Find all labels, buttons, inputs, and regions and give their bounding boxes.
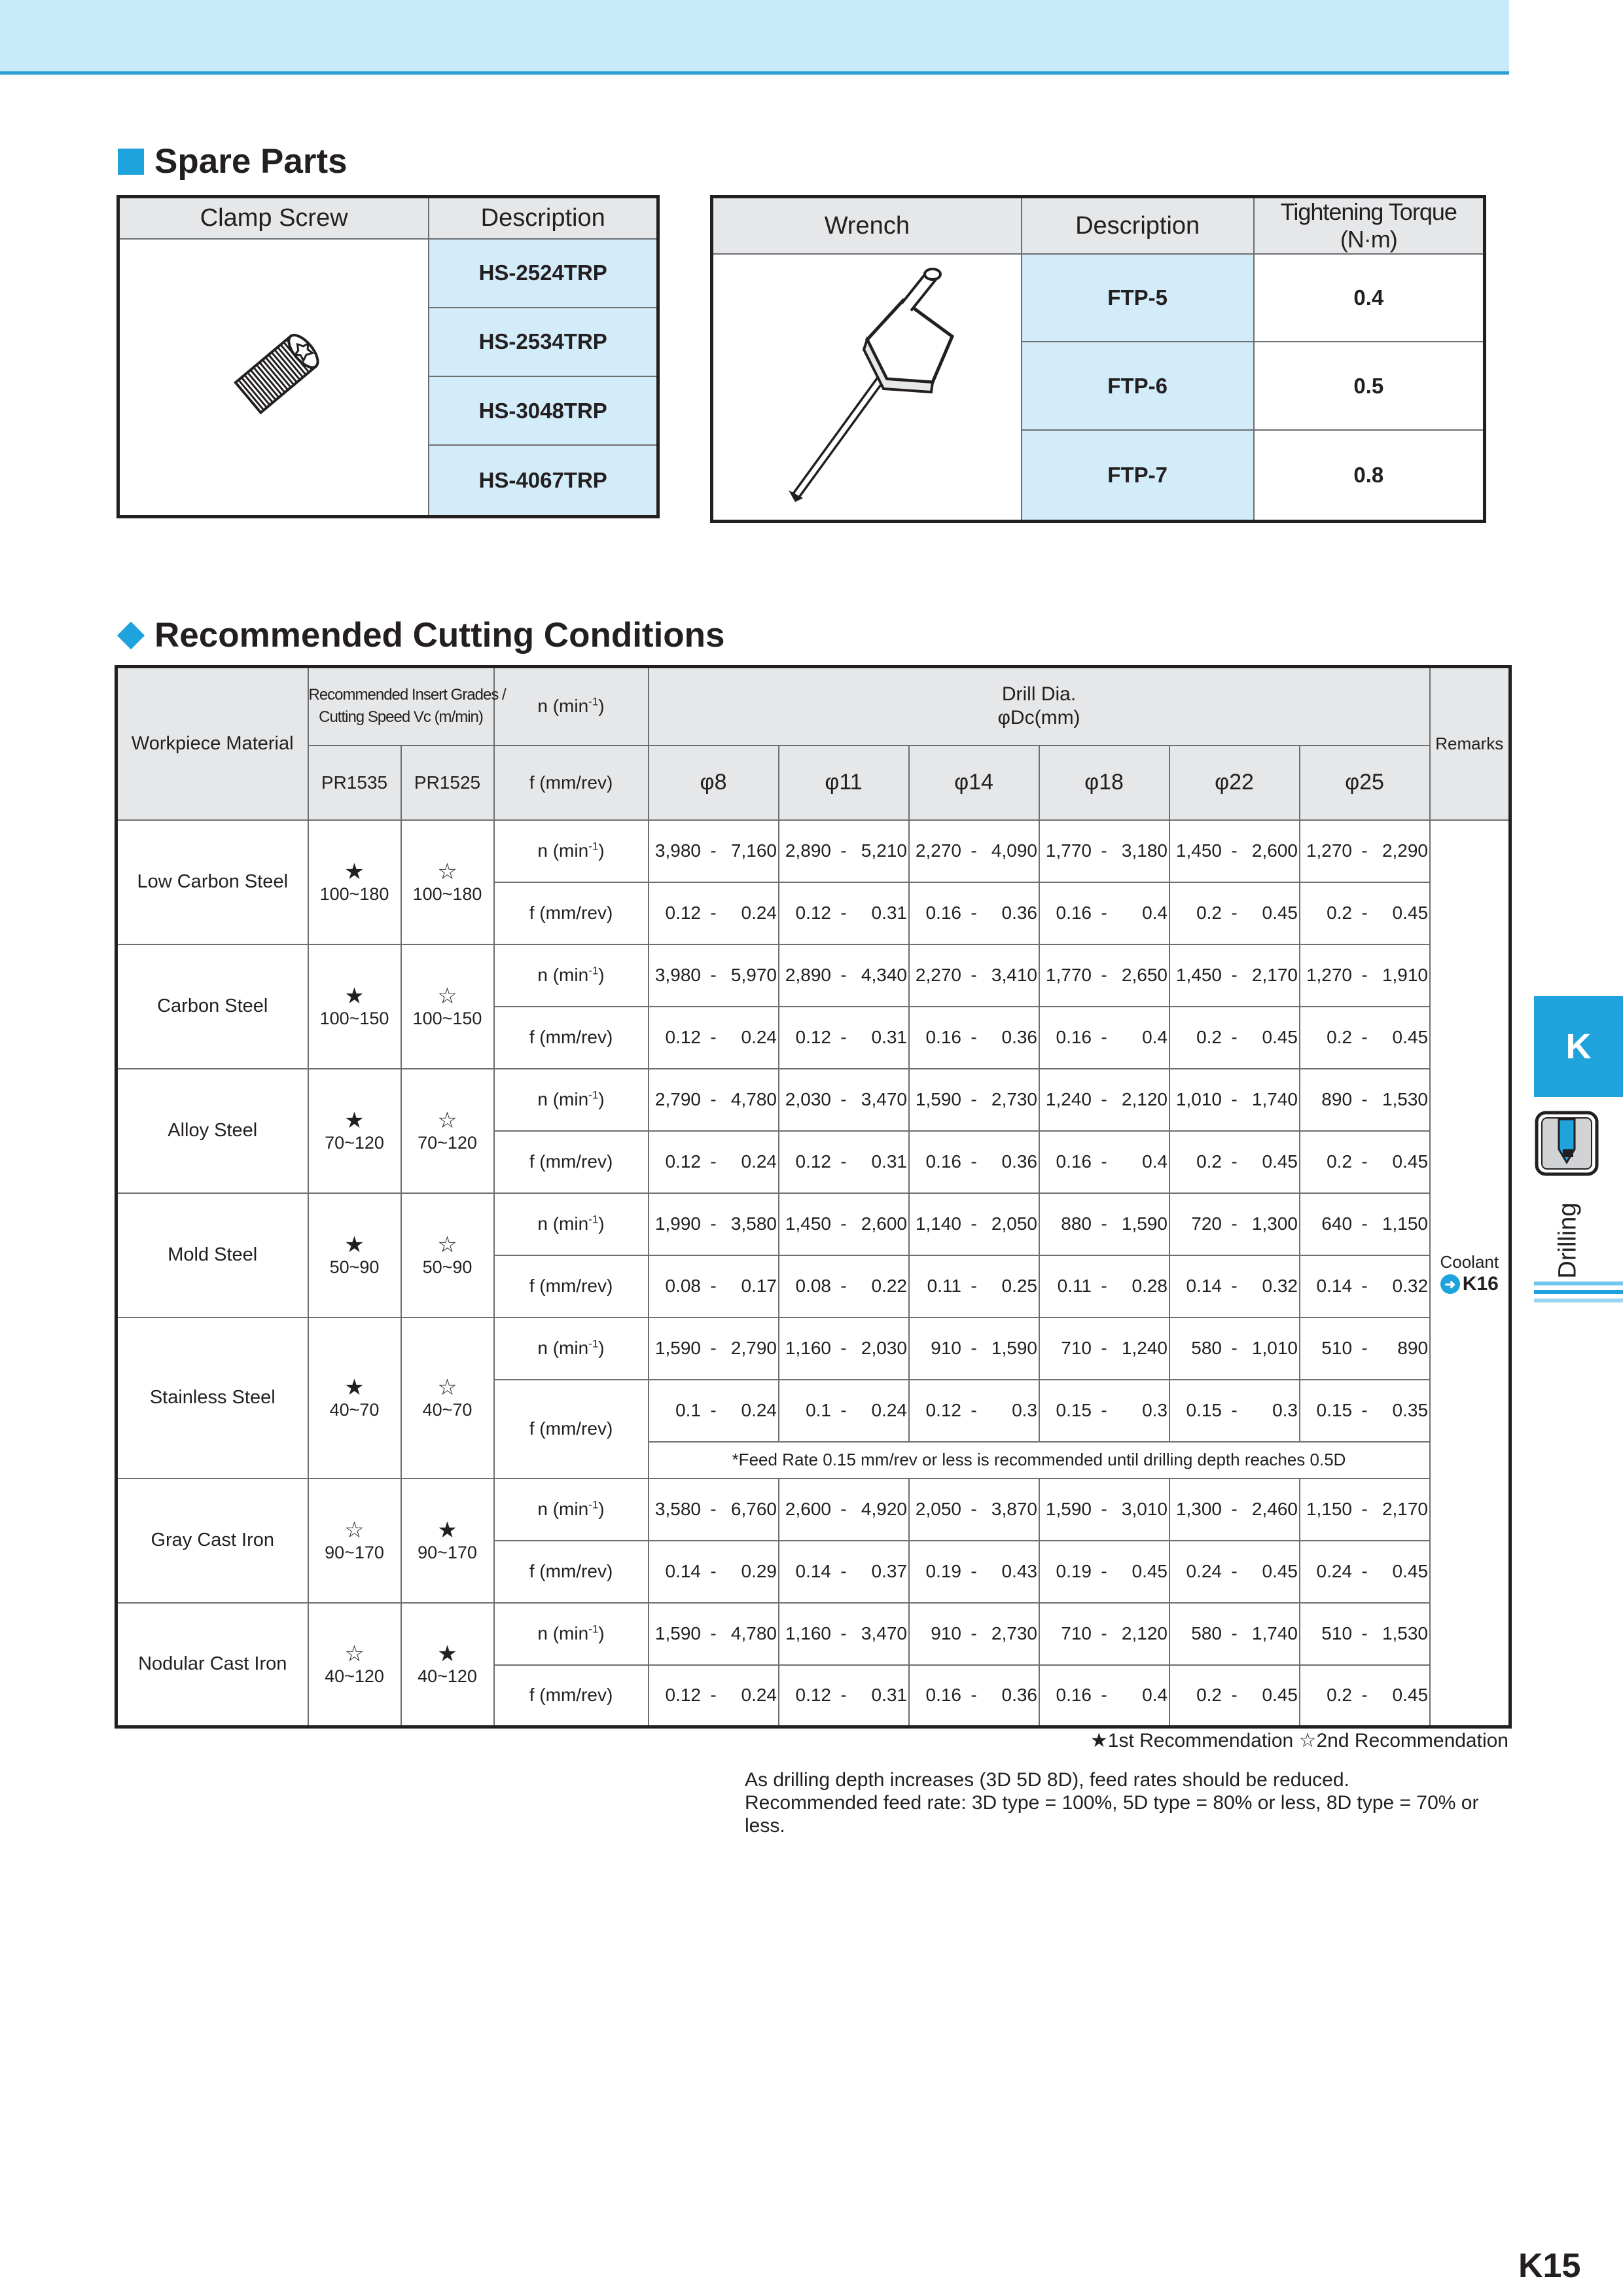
rpm-range: 3,980 - 5,970 xyxy=(649,944,779,1007)
n-label: n $(\min^{-1})$ xyxy=(494,944,649,1007)
rpm-range: 1,270 - 1,910 xyxy=(1300,944,1430,1007)
material-name: Low Carbon Steel xyxy=(116,820,308,944)
cutting-conditions-table xyxy=(115,665,1512,1729)
grade-cell-1 xyxy=(308,1603,401,1727)
rpm-range: 1,590 - 3,010 xyxy=(1039,1479,1169,1541)
grade-cell-1 xyxy=(308,1318,401,1479)
rpm-range: 2,050 - 3,870 xyxy=(909,1479,1039,1541)
feed-range: 0.2 - 0.45 xyxy=(1169,1131,1300,1193)
cutting-speed: 40~120 xyxy=(325,1666,384,1686)
rpm-range: 510 - 1,530 xyxy=(1300,1603,1430,1665)
outline-star-icon: ☆ xyxy=(437,1232,457,1257)
wrench-part-2: FTP-6 xyxy=(1022,342,1254,429)
grade-cell-2 xyxy=(401,944,494,1069)
drill-dia-header xyxy=(649,667,1430,745)
clamp-screw-image xyxy=(209,310,340,441)
section-tab-k[interactable]: K xyxy=(1534,996,1623,1097)
rpm-range: 1,010 - 1,740 xyxy=(1169,1069,1300,1131)
square-bullet-icon xyxy=(118,149,144,175)
feed-range: 0.24 - 0.45 xyxy=(1169,1541,1300,1603)
clamp-desc-header: Description xyxy=(429,197,658,239)
rpm-range: 1,590 - 2,790 xyxy=(649,1318,779,1380)
feed-range: 0.2 - 0.45 xyxy=(1300,1007,1430,1069)
feed-range: 0.15 - 0.35 xyxy=(1300,1380,1430,1442)
feed-range: 0.14 - 0.37 xyxy=(779,1541,909,1603)
n-label: n $(\min^{-1})$ xyxy=(494,1069,649,1131)
feed-range: 0.16 - 0.36 xyxy=(909,1007,1039,1069)
drill-icon xyxy=(1534,1110,1599,1177)
footnote-2: Recommended feed rate: 3D type = 100%, 5D type = 80% or less, 8D type = 70% or less. xyxy=(745,1792,1479,1837)
cutting-speed: 50~90 xyxy=(329,1257,380,1277)
feed-range: 0.12 - 0.24 xyxy=(649,1665,779,1727)
clamp-screw-image-cell xyxy=(118,239,429,517)
rpm-range: 2,600 - 4,920 xyxy=(779,1479,909,1541)
feed-range: 0.12 - 0.31 xyxy=(779,1007,909,1069)
grade-cell-2 xyxy=(401,1479,494,1603)
rpm-range: 910 - 1,590 xyxy=(909,1318,1039,1380)
rpm-range: 1,140 - 2,050 xyxy=(909,1193,1039,1255)
footnote-1: As drilling depth increases (3D 5D 8D), feed rates should be reduced. xyxy=(745,1769,1349,1791)
outline-star-icon: ☆ xyxy=(437,1374,457,1400)
n-label: n $(\min^{-1})$ xyxy=(494,1193,649,1255)
wrench-desc-header: Description xyxy=(1022,197,1254,255)
spare-parts-heading xyxy=(118,141,348,181)
feed-range: 0.14 - 0.29 xyxy=(649,1541,779,1603)
rpm-range: 890 - 1,530 xyxy=(1300,1069,1430,1131)
feed-range: 0.16 - 0.4 xyxy=(1039,1007,1169,1069)
k16-link[interactable]: ➜ K16 xyxy=(1440,1273,1499,1295)
feed-range: 0.19 - 0.43 xyxy=(909,1541,1039,1603)
arrow-icon: ➜ xyxy=(1440,1274,1460,1294)
f-label: f (mm/rev) xyxy=(494,1131,649,1193)
dia-14-header: φ14 xyxy=(909,745,1039,820)
cutting-speed: 100~150 xyxy=(412,1008,482,1028)
feed-range: 0.12 - 0.31 xyxy=(779,1131,909,1193)
n-label: n $(\min^{-1})$ xyxy=(494,1603,649,1665)
outline-star-icon: ☆ xyxy=(437,1107,457,1133)
f-label: f (mm/rev) xyxy=(494,1541,649,1603)
drilling-label-wrap xyxy=(1548,1198,1588,1283)
feed-range: 0.15 - 0.3 xyxy=(1169,1380,1300,1442)
cutting-speed: 90~170 xyxy=(418,1542,477,1562)
filled-star-icon: ★ xyxy=(344,859,365,884)
feed-range: 0.15 - 0.3 xyxy=(1039,1380,1169,1442)
cutting-speed: 90~170 xyxy=(325,1542,384,1562)
rpm-range: 1,450 - 2,170 xyxy=(1169,944,1300,1007)
material-name: Nodular Cast Iron xyxy=(116,1603,308,1727)
n-row xyxy=(116,1479,1510,1541)
rpm-range: 1,270 - 2,290 xyxy=(1300,820,1430,882)
feed-range: 0.11 - 0.25 xyxy=(909,1255,1039,1318)
dia-22-header: φ22 xyxy=(1169,745,1300,820)
outline-star-icon: ☆ xyxy=(344,1517,365,1543)
f-label: f (mm/rev) xyxy=(494,1255,649,1318)
grade-cell-1 xyxy=(308,1193,401,1318)
cutting-speed: 50~90 xyxy=(422,1257,473,1277)
feed-range: 0.2 - 0.45 xyxy=(1169,882,1300,944)
rpm-range: 580 - 1,010 xyxy=(1169,1318,1300,1380)
feed-range: 0.1 - 0.24 xyxy=(779,1380,909,1442)
cutting-heading xyxy=(118,615,725,655)
wrench-header: Wrench xyxy=(712,197,1022,255)
f-header: f (mm/rev) xyxy=(494,745,649,820)
grade-cell-1 xyxy=(308,1069,401,1193)
drill-dia-line2: φDc(mm) xyxy=(997,707,1080,729)
tab-stripes xyxy=(1534,1282,1623,1307)
outline-star-icon: ☆ xyxy=(437,983,457,1009)
filled-star-icon: ★ xyxy=(344,1232,365,1257)
rpm-range: 1,160 - 3,470 xyxy=(779,1603,909,1665)
rpm-range: 2,030 - 3,470 xyxy=(779,1069,909,1131)
n-row xyxy=(116,1069,1510,1131)
rpm-range: 2,790 - 4,780 xyxy=(649,1069,779,1131)
feed-range: 0.2 - 0.45 xyxy=(1300,1665,1430,1727)
feed-range: 0.14 - 0.32 xyxy=(1300,1255,1430,1318)
rpm-range: 1,160 - 2,030 xyxy=(779,1318,909,1380)
outline-star-icon: ☆ xyxy=(344,1641,365,1666)
wrench-part-1: FTP-5 xyxy=(1022,254,1254,342)
feed-range: 0.2 - 0.45 xyxy=(1169,1665,1300,1727)
footnotes xyxy=(745,1768,1510,1837)
clamp-part-1: HS-2524TRP xyxy=(429,239,658,308)
grade-cell-2 xyxy=(401,1603,494,1727)
coolant-label: Coolant xyxy=(1440,1251,1499,1272)
dia-11-header: φ11 xyxy=(779,745,909,820)
f-label: f (mm/rev) xyxy=(494,1665,649,1727)
cutting-speed: 70~120 xyxy=(325,1132,384,1153)
feed-range: 0.12 - 0.31 xyxy=(779,1665,909,1727)
feed-range: 0.2 - 0.45 xyxy=(1300,882,1430,944)
filled-star-icon: ★ xyxy=(437,1641,457,1666)
grade-cell-1 xyxy=(308,820,401,944)
feed-range: 0.12 - 0.24 xyxy=(649,882,779,944)
clamp-part-4: HS-4067TRP xyxy=(429,445,658,516)
feed-range: 0.11 - 0.28 xyxy=(1039,1255,1169,1318)
rpm-range: 1,770 - 2,650 xyxy=(1039,944,1169,1007)
cutting-speed: 100~180 xyxy=(319,884,389,904)
grade-pr1525-header: PR1525 xyxy=(401,745,494,820)
clamp-screw-table xyxy=(116,195,660,518)
workpiece-header: Workpiece Material xyxy=(116,667,308,820)
rpm-range: 1,990 - 3,580 xyxy=(649,1193,779,1255)
feed-range: 0.24 - 0.45 xyxy=(1300,1541,1430,1603)
rpm-range: 3,580 - 6,760 xyxy=(649,1479,779,1541)
feed-range: 0.12 - 0.24 xyxy=(649,1007,779,1069)
grade-cell-2 xyxy=(401,1069,494,1193)
grades-header-line2: Cutting Speed Vc (m/min) xyxy=(319,708,483,726)
rpm-range: 1,450 - 2,600 xyxy=(779,1193,909,1255)
drilling-label: Drilling xyxy=(1554,1202,1582,1279)
stainless-note: *Feed Rate 0.15 mm/rev or less is recommended until drilling depth reaches 0.5D xyxy=(649,1442,1430,1479)
cutting-speed: 40~70 xyxy=(329,1399,380,1420)
filled-star-icon: ★ xyxy=(344,1107,365,1133)
wrench-image xyxy=(756,255,978,516)
n-row xyxy=(116,1318,1510,1380)
grade-cell-2 xyxy=(401,820,494,944)
filled-star-icon: ★ xyxy=(344,983,365,1009)
dia-18-header: φ18 xyxy=(1039,745,1169,820)
rpm-range: 2,890 - 4,340 xyxy=(779,944,909,1007)
feed-range: 0.16 - 0.36 xyxy=(909,1131,1039,1193)
cutting-speed: 40~70 xyxy=(422,1399,473,1420)
rpm-range: 880 - 1,590 xyxy=(1039,1193,1169,1255)
feed-range: 0.2 - 0.45 xyxy=(1169,1007,1300,1069)
material-name: Carbon Steel xyxy=(116,944,308,1069)
rpm-range: 710 - 1,240 xyxy=(1039,1318,1169,1380)
wrench-image-cell xyxy=(712,254,1022,522)
remarks-cell xyxy=(1430,820,1510,1727)
dia-8-header: φ8 xyxy=(649,745,779,820)
feed-range: 0.2 - 0.45 xyxy=(1300,1131,1430,1193)
rpm-range: 2,270 - 3,410 xyxy=(909,944,1039,1007)
f-label: f (mm/rev) xyxy=(494,882,649,944)
rpm-range: 1,240 - 2,120 xyxy=(1039,1069,1169,1131)
grade-pr1535-header: PR1535 xyxy=(308,745,401,820)
top-band xyxy=(0,0,1509,75)
feed-range: 0.08 - 0.22 xyxy=(779,1255,909,1318)
grade-cell-2 xyxy=(401,1193,494,1318)
filled-star-icon: ★ xyxy=(344,1374,365,1400)
clamp-part-3: HS-3048TRP xyxy=(429,376,658,445)
n-row xyxy=(116,944,1510,1007)
cutting-speed: 70~120 xyxy=(418,1132,477,1153)
feed-range: 0.19 - 0.45 xyxy=(1039,1541,1169,1603)
wrench-torque-1: 0.4 xyxy=(1254,254,1485,342)
wrench-part-3: FTP-7 xyxy=(1022,430,1254,522)
rpm-range: 1,590 - 4,780 xyxy=(649,1603,779,1665)
rpm-range: 1,450 - 2,600 xyxy=(1169,820,1300,882)
clamp-part-2: HS-2534TRP xyxy=(429,308,658,376)
cutting-speed: 40~120 xyxy=(418,1666,477,1686)
feed-range: 0.1 - 0.24 xyxy=(649,1380,779,1442)
remarks-header: Remarks xyxy=(1430,667,1510,820)
rpm-range: 3,980 - 7,160 xyxy=(649,820,779,882)
grade-cell-2 xyxy=(401,1318,494,1479)
n-label: n $(\min^{-1})$ xyxy=(494,1318,649,1380)
wrench-table xyxy=(710,195,1486,523)
spare-parts-title: Spare Parts xyxy=(154,142,348,181)
torque-header: Tightening Torque (N·m) xyxy=(1254,197,1485,255)
n-row xyxy=(116,820,1510,882)
n-label: n $(\min^{-1})$ xyxy=(494,1479,649,1541)
grades-header xyxy=(308,667,506,745)
rpm-range: 2,270 - 4,090 xyxy=(909,820,1039,882)
clamp-screw-header: Clamp Screw xyxy=(118,197,429,239)
feed-range: 0.12 - 0.31 xyxy=(779,882,909,944)
feed-range: 0.12 - 0.24 xyxy=(649,1131,779,1193)
feed-range: 0.08 - 0.17 xyxy=(649,1255,779,1318)
feed-range: 0.16 - 0.36 xyxy=(909,882,1039,944)
grades-header-line1: Recommended Insert Grades / xyxy=(308,686,506,704)
feed-range: 0.16 - 0.4 xyxy=(1039,882,1169,944)
feed-range: 0.16 - 0.4 xyxy=(1039,1131,1169,1193)
rpm-range: 1,300 - 2,460 xyxy=(1169,1479,1300,1541)
n-row xyxy=(116,1603,1510,1665)
cutting-speed: 100~150 xyxy=(319,1008,389,1028)
rpm-range: 720 - 1,300 xyxy=(1169,1193,1300,1255)
n-label: n $(\min^{-1})$ xyxy=(494,820,649,882)
n-header: n $(\min^{-1})$ xyxy=(494,667,649,745)
filled-star-icon: ★ xyxy=(437,1517,457,1543)
outline-star-icon: ☆ xyxy=(437,859,457,884)
f-label: f (mm/rev) xyxy=(494,1007,649,1069)
recommendation-legend: ★1st Recommendation ☆2nd Recommendation xyxy=(1090,1730,1508,1751)
material-name: Gray Cast Iron xyxy=(116,1479,308,1603)
wrench-torque-3: 0.8 xyxy=(1254,430,1485,522)
material-name: Stainless Steel xyxy=(116,1318,308,1479)
material-name: Alloy Steel xyxy=(116,1069,308,1193)
rpm-range: 1,770 - 3,180 xyxy=(1039,820,1169,882)
dia-25-header: φ25 xyxy=(1300,745,1430,820)
wrench-torque-2: 0.5 xyxy=(1254,342,1485,429)
n-row xyxy=(116,1193,1510,1255)
f-label: f (mm/rev) xyxy=(494,1380,649,1479)
diamond-bullet-icon xyxy=(118,622,144,649)
rpm-range: 510 - 890 xyxy=(1300,1318,1430,1380)
feed-range: 0.16 - 0.36 xyxy=(909,1665,1039,1727)
grade-cell-1 xyxy=(308,944,401,1069)
feed-range: 0.12 - 0.3 xyxy=(909,1380,1039,1442)
rpm-range: 580 - 1,740 xyxy=(1169,1603,1300,1665)
rpm-range: 640 - 1,150 xyxy=(1300,1193,1430,1255)
cutting-title: Recommended Cutting Conditions xyxy=(154,616,725,655)
material-name: Mold Steel xyxy=(116,1193,308,1318)
rpm-range: 1,150 - 2,170 xyxy=(1300,1479,1430,1541)
feed-range: 0.16 - 0.4 xyxy=(1039,1665,1169,1727)
grade-cell-1 xyxy=(308,1479,401,1603)
rpm-range: 910 - 2,730 xyxy=(909,1603,1039,1665)
page-number: K15 xyxy=(1518,2247,1581,2285)
rpm-range: 1,590 - 2,730 xyxy=(909,1069,1039,1131)
rpm-range: 2,890 - 5,210 xyxy=(779,820,909,882)
rpm-range: 710 - 2,120 xyxy=(1039,1603,1169,1665)
drill-dia-line1: Drill Dia. xyxy=(1001,683,1077,706)
cutting-speed: 100~180 xyxy=(412,884,482,904)
feed-range: 0.14 - 0.32 xyxy=(1169,1255,1300,1318)
